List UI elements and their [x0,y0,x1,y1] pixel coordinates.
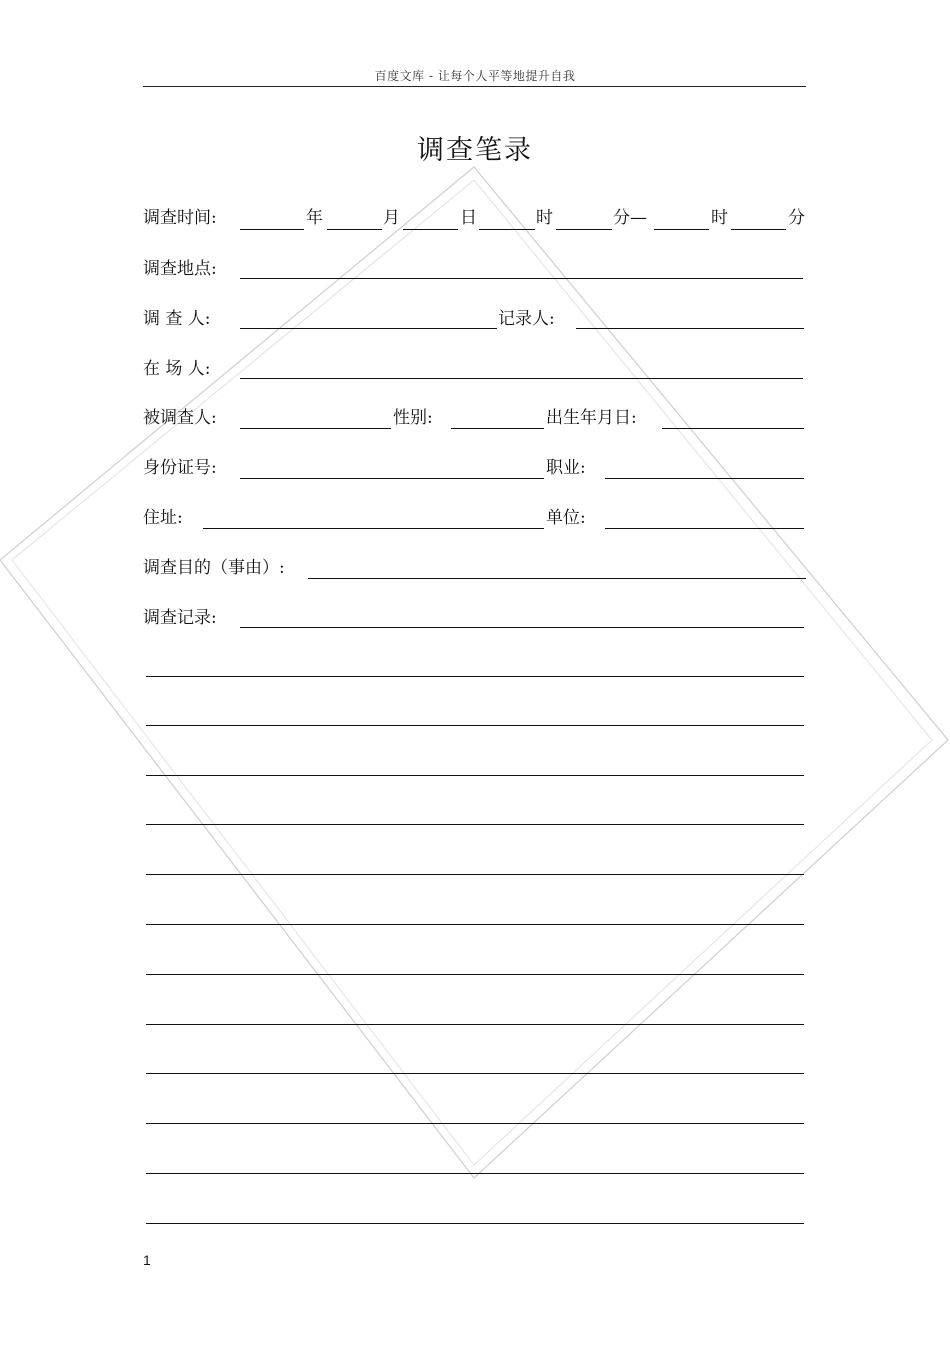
record-line[interactable] [146,1073,804,1074]
page-header: 百度文库 - 让每个人平等地提升自我 [374,69,576,83]
id-label: 身份证号: [143,458,217,478]
day-unit: 日 [460,208,477,228]
investigator-blank[interactable] [240,328,497,329]
record-label: 调查记录: [143,608,217,628]
recorder-blank[interactable] [576,328,804,329]
record-line[interactable] [146,775,804,776]
birth-blank[interactable] [662,428,804,429]
header-rule [143,86,806,87]
record-line[interactable] [146,874,804,875]
birth-label: 出生年月日: [546,408,637,428]
present-blank[interactable] [240,378,803,379]
purpose-blank[interactable] [308,578,806,579]
record-line[interactable] [146,725,804,726]
minute-dash-unit: 分— [613,208,647,228]
minute2-blank[interactable] [731,229,786,230]
occupation-blank[interactable] [605,478,804,479]
address-label: 住址: [143,508,183,528]
record-line[interactable] [146,824,804,825]
place-label: 调查地点: [143,259,217,279]
record-line[interactable] [146,974,804,975]
record-line[interactable] [146,1223,804,1224]
recorder-label: 记录人: [498,309,555,329]
present-label: 在 场 人: [143,359,211,379]
record-line[interactable] [146,1173,804,1174]
hour2-blank[interactable] [654,229,709,230]
record-line[interactable] [146,924,804,925]
time-label: 调查时间: [143,208,217,228]
record-blank[interactable] [240,627,804,628]
investigator-label: 调 查 人: [143,309,211,329]
day-blank[interactable] [403,229,458,230]
year-blank[interactable] [240,229,304,230]
minute-blank[interactable] [556,229,612,230]
month-unit: 月 [383,208,400,228]
unit-blank[interactable] [605,528,804,529]
respondent-blank[interactable] [240,428,391,429]
respondent-label: 被调查人: [143,408,217,428]
record-line[interactable] [146,1024,804,1025]
document-title: 调查笔录 [417,135,533,166]
hour-unit: 时 [536,208,553,228]
id-blank[interactable] [240,478,544,479]
year-unit: 年 [306,208,323,228]
month-blank[interactable] [327,229,382,230]
purpose-label: 调查目的（事由）: [143,558,285,578]
record-line[interactable] [146,676,804,677]
gender-label: 性别: [393,408,433,428]
unit-label: 单位: [546,508,586,528]
address-blank[interactable] [203,528,544,529]
page-number: 1 [143,1252,151,1268]
place-blank[interactable] [240,278,803,279]
hour-blank[interactable] [479,229,535,230]
record-line[interactable] [146,1123,804,1124]
hour2-unit: 时 [711,208,728,228]
gender-blank[interactable] [451,428,544,429]
minute2-unit: 分 [788,208,805,228]
occupation-label: 职业: [546,458,586,478]
